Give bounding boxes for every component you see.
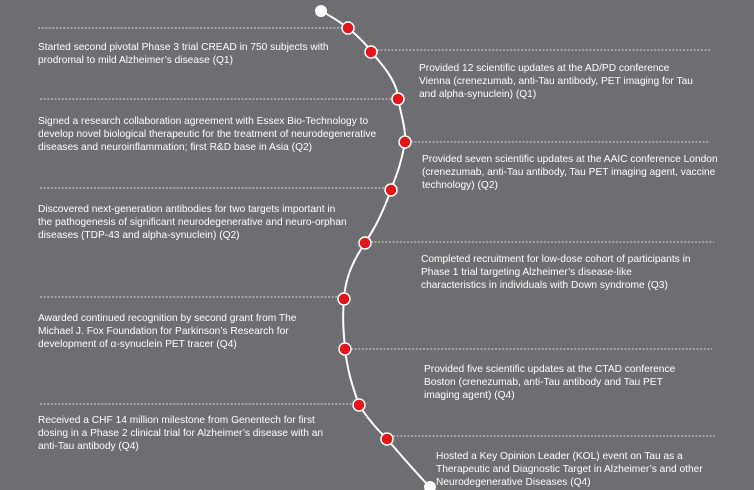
event-line: develop novel biological therapeutic for the treatment of neurodegenerative xyxy=(38,129,377,140)
event-marker xyxy=(385,184,397,196)
event-line: Vienna (crenezumab, anti-Tau antibody, PET imaging for Tau xyxy=(419,76,693,87)
event-line: imaging agent) (Q4) xyxy=(424,390,515,401)
event-line: anti-Tau antibody (Q4) xyxy=(38,441,139,452)
event-text xyxy=(422,153,718,192)
event-line: Therapeutic and Diagnostic Target in Alzheimer’s and other xyxy=(436,464,703,475)
event-marker xyxy=(359,237,371,249)
event-text xyxy=(436,450,703,489)
event-line: Awarded continued recognition by second grant from The xyxy=(38,313,297,324)
event-line: Started second pivotal Phase 3 trial CREAD in 750 subjects with xyxy=(38,42,329,53)
event-marker xyxy=(338,293,350,305)
event-text xyxy=(421,253,691,292)
event-marker xyxy=(399,136,411,148)
event-line: characteristics in individuals with Down syndrome (Q3) xyxy=(421,280,668,291)
event-text xyxy=(38,115,376,154)
timeline-start-node xyxy=(315,5,327,17)
event-line: Boston (crenezumab, anti-Tau antibody and Tau PET xyxy=(424,377,663,388)
event-line: and alpha-synuclein) (Q1) xyxy=(419,89,537,100)
event-line: Provided five scientific updates at the CTAD conference xyxy=(424,364,676,375)
event-line: Neurodegenerative Diseases (Q4) xyxy=(436,477,591,488)
event-marker xyxy=(339,343,351,355)
event-marker xyxy=(392,93,404,105)
timeline-curve xyxy=(321,11,430,487)
event-line: development of α-synuclein PET tracer (Q4) xyxy=(38,339,237,350)
event-text xyxy=(419,62,693,101)
event-line: Discovered next-generation antibodies for two targets important in xyxy=(38,204,336,215)
event-line: Completed recruitment for low-dose cohort of participants in xyxy=(421,254,691,265)
event-text xyxy=(38,203,347,242)
event-line: prodromal to mild Alzheimer’s disease (Q1) xyxy=(38,55,233,66)
event-line: diseases and neuroinflammation; first R&D base in Asia (Q2) xyxy=(38,142,313,153)
event-marker xyxy=(365,46,377,58)
event-text xyxy=(38,414,323,453)
event-marker xyxy=(353,399,365,411)
event-line: Phase 1 trial targeting Alzheimer’s disease-like xyxy=(421,267,632,278)
event-line: Provided seven scientific updates at the AAIC conference London xyxy=(422,154,718,165)
event-marker xyxy=(381,433,393,445)
event-line: Provided 12 scientific updates at the AD/PD conference xyxy=(419,63,670,74)
event-line: Signed a research collaboration agreement with Essex Bio-Technology to xyxy=(38,116,369,127)
event-text xyxy=(424,363,675,402)
event-text xyxy=(38,312,296,351)
event-line: the pathogenesis of significant neurodegenerative and neuro-orphan xyxy=(38,217,347,228)
event-line: Hosted a Key Opinion Leader (KOL) event on Tau as a xyxy=(436,451,683,462)
event-text xyxy=(38,41,329,67)
event-marker xyxy=(342,22,354,34)
event-line: dosing in a Phase 2 clinical trial for Alzheimer’s disease with an xyxy=(38,428,324,439)
event-line: Michael J. Fox Foundation for Parkinson’s Research for xyxy=(38,326,289,337)
event-line: technology) (Q2) xyxy=(422,180,498,191)
event-line: (crenezumab, anti-Tau antibody, Tau PET imaging agent, vaccine xyxy=(422,167,716,178)
event-line: diseases (TDP-43 and alpha-synuclein) (Q2) xyxy=(38,230,240,241)
event-line: Received a CHF 14 million milestone from Genentech for first xyxy=(38,415,315,426)
